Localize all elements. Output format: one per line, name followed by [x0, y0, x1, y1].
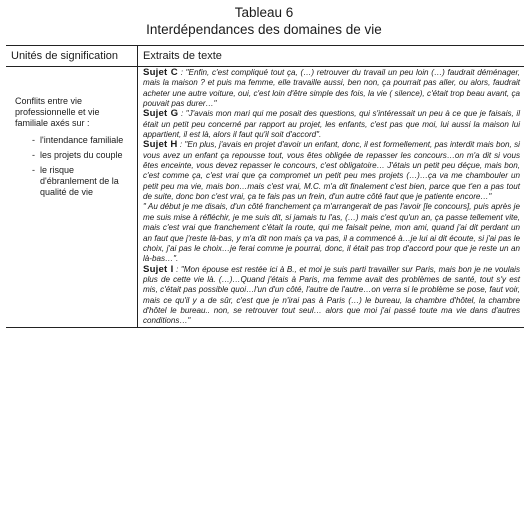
extract-text: " Au début je me disais, d'un côté franchement ça m'arrangerait de pas l'avoir [le concours], puis après je me suis mise à réfléchir, je me suis dit, si jamais tu l'as, (…) mais c'est qu'un an, ça passe tellement vite, mais c'est vrai que franchement c'était la route, qui me faisait peine, mon ami, quand j'ai dit perdant un an faut que j'reste là-bas, y m'a dit non mais ça va pas, il a commencé à…je lui ai dit écoute, si j'ai pas le choix, j'ai pas le choix…je ferai comme je pourrai, donc, il était pas trop d'accord pour que je reste un an là-bas…". [143, 202, 520, 264]
column-header-extracts: Extraits de texte [138, 46, 525, 67]
list-item: - le risque d'ébranlement de la qualité de vie [32, 165, 133, 199]
extract-paragraph [143, 265, 520, 327]
extract-text: : "En plus, j'avais en projet d'avoir un enfant, donc, il est formellement, pas interdit mais bon, si vous avez un enfant ça repousse tout, vous êtes obligée de repasser les concours…on m'a dit si vous êtes enceinte, vous devez repasser le concours, c'est obligatoire… J'étais un petit peu déçue, mais bon, c'est comme ça, c'est vrai que ça compromet un petit peu mes projets (…)…ça va me chambouler un petit peu ma vie, mais bon…mais c'est vrai, M.C. m'a dit finalement c'est bien, parce que t'en a pas tout de suite, donc bon c'est vrai, ça te fais pas un frein, d'un autre côté faut que je patiente encore…" [143, 140, 520, 202]
subject-label: Sujet I [143, 263, 174, 275]
column-header-units: Unités de signification [6, 46, 138, 67]
extract-paragraph [143, 68, 520, 109]
subject-label: Sujet G [143, 108, 179, 120]
header-row [6, 46, 524, 67]
extract-paragraph [143, 202, 520, 264]
extract-paragraph [143, 109, 520, 140]
list-item: - les projets du couple [32, 150, 133, 161]
units-cell [6, 67, 138, 328]
unit-sublist [32, 135, 133, 199]
extract-text: : "Enfin, c'est compliqué tout ça, (…) retrouver du travail un peu loin (…) faudrait déménager, mais la maison ? et puis ma femme, elle travaille aussi, ben non, ça pourrait pas aller, ou alors, faudrait acheter une autre voiture, oui, c'est loin d'être simple des fois, la vie ( silence), c'était trop beau avant, ça pouvait pas durer…" [143, 68, 520, 109]
subject-label: Sujet H [143, 139, 178, 151]
extract-paragraph [143, 140, 520, 202]
extract-text: : "J'avais mon mari qui me posait des questions, qui s'intéressait un peu à ce que je faisais, il était un petit peu concerné par rapport au projet, les enfants, c'est pas que moi, lui aussi la maison lui appartient, il est là, alors il faut qu'il soit d'accord". [143, 109, 520, 140]
table-title: Tableau 6 [234, 5, 294, 20]
extracts-cell [138, 67, 525, 328]
data-table [6, 45, 524, 328]
table-subtitle: Interdépendances des domaines de vie [146, 22, 382, 37]
unit-main-text: Conflits entre vie professionnelle et vie familiale axés sur : [15, 96, 100, 129]
list-item: - l'intendance familiale [32, 135, 133, 146]
subject-label: Sujet C [143, 67, 178, 78]
table-row [6, 67, 524, 328]
extract-text: : "Mon épouse est restée ici à B., et moi je suis parti travailler sur Paris, mais bon je ne voulais plus de cette vie là. (…)…Quand j'étais à Paris, ma femme avait des problèmes de santé, tout s'y est mis, c'était pas possible quoi…l'un d'un côté, l'autre de l'autre…on verra si le problème se pose, faut voir, mais ce qu'il y a de sûr, c'est que je n'irai pas à Paris (…) le bureau, la chambre d'hôtel, la chambre d'hôtel le bureau.. non, se retrouver tout seul… alors que moi j'ai passé toute ma vie dans d'autres conditions…" [143, 264, 521, 326]
